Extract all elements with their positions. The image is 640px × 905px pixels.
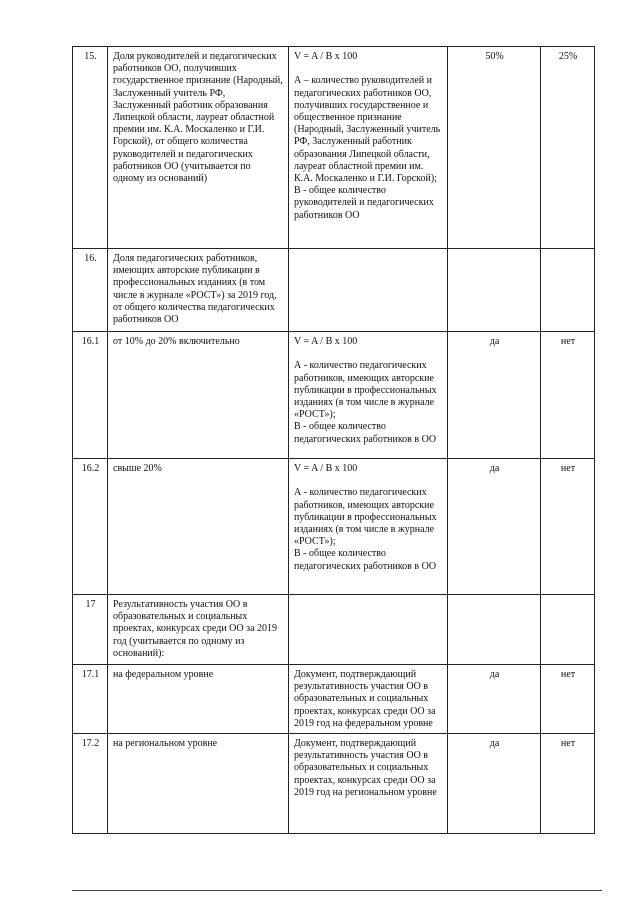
- row-number: 16.1: [73, 332, 108, 459]
- value-column-4: 50%: [448, 47, 541, 249]
- table-row: [73, 734, 595, 834]
- criteria-table: [72, 46, 595, 834]
- indicator-text: на региональном уровне: [108, 734, 289, 834]
- row-number: 17: [73, 595, 108, 665]
- calculation-method: V = A / B x 100 А – количество руководителей и педагогических работников ОО, получивших государственное и общественное признание (Народный, Заслуженный учитель РФ, Заслуженный работник образования Липецкой области, лауреат областной премии им. К.А. Москаленко и Г.И. Горской); В - общее количество руководителей и педагогических работников ОО: [289, 47, 448, 249]
- value-column-5: 25%: [541, 47, 595, 249]
- indicator-text: Результативность участия ОО в образовательных и социальных проектах, конкурсах среди ОО за 2019 год (учитывается по одному из оснований):: [108, 595, 289, 665]
- table-row: [73, 665, 595, 734]
- value-column-5: [541, 249, 595, 332]
- value-column-5: нет: [541, 665, 595, 734]
- calculation-method: V = A / B x 100 А - количество педагогических работников, имеющих авторские публикации в профессиональных изданиях (в том числе в журнале «РОСТ»); В - общее количество педагогических работников в ОО: [289, 459, 448, 595]
- indicator-text: Доля руководителей и педагогических работников ОО, получивших государственное признание (Народный, Заслуженный учитель РФ, Заслуженный работник образования Липецкой области, лауреат областной премии им. К.А. Москаленко и Г.И. Горской), от общего количества руководителей и педагогических работников ОО (учитывается по одному из оснований): [108, 47, 289, 249]
- calculation-method: Документ, подтверждающий результативность участия ОО в образовательных и социальных проектах, конкурсах среди ОО за 2019 год на федеральном уровне: [289, 665, 448, 734]
- value-column-5: нет: [541, 734, 595, 834]
- indicator-text: от 10% до 20% включительно: [108, 332, 289, 459]
- row-number: 17.2: [73, 734, 108, 834]
- row-number: 15.: [73, 47, 108, 249]
- value-column-4: [448, 595, 541, 665]
- table-row: [73, 249, 595, 332]
- value-column-5: нет: [541, 332, 595, 459]
- calculation-method: Документ, подтверждающий результативность участия ОО в образовательных и социальных проектах, конкурсах среди ОО за 2019 год на региональном уровне: [289, 734, 448, 834]
- page-bottom-rule: [72, 890, 602, 891]
- calculation-method: [289, 249, 448, 332]
- value-column-4: [448, 249, 541, 332]
- table-row: [73, 459, 595, 595]
- value-column-5: [541, 595, 595, 665]
- calculation-method: [289, 595, 448, 665]
- value-column-4: да: [448, 665, 541, 734]
- row-number: 17.1: [73, 665, 108, 734]
- indicator-text: свыше 20%: [108, 459, 289, 595]
- row-number: 16.2: [73, 459, 108, 595]
- value-column-4: да: [448, 459, 541, 595]
- indicator-text: Доля педагогических работников, имеющих авторские публикации в профессиональных изданиях (в том числе в журнале «РОСТ») за 2019 год, от общего количества педагогических работников ОО: [108, 249, 289, 332]
- indicator-text: на федеральном уровне: [108, 665, 289, 734]
- table-row: [73, 595, 595, 665]
- calculation-method: V = A / B x 100 А - количество педагогических работников, имеющих авторские публикации в профессиональных изданиях (в том числе в журнале «РОСТ»); В - общее количество педагогических работников в ОО: [289, 332, 448, 459]
- table-row: [73, 332, 595, 459]
- table-row: [73, 47, 595, 249]
- value-column-4: да: [448, 734, 541, 834]
- value-column-4: да: [448, 332, 541, 459]
- row-number: 16.: [73, 249, 108, 332]
- value-column-5: нет: [541, 459, 595, 595]
